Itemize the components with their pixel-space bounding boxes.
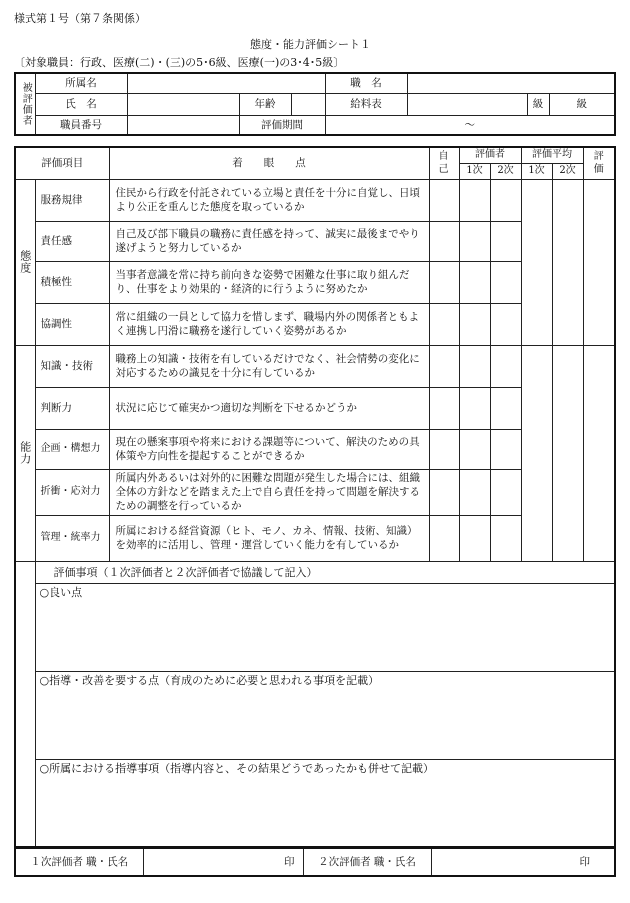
- sheet-title: 態度・能力評価シート１: [250, 38, 371, 51]
- age-field[interactable]: [291, 93, 325, 115]
- period-separator: ～: [464, 118, 476, 131]
- staff-no-label: 職員番号: [35, 115, 127, 135]
- second-score[interactable]: [490, 221, 521, 261]
- first-score[interactable]: [459, 179, 490, 221]
- self-score[interactable]: [429, 387, 459, 429]
- average-first: 1次: [521, 163, 552, 179]
- item-label: 折衝・応対力: [35, 469, 109, 515]
- first-score[interactable]: [459, 429, 490, 469]
- second-score[interactable]: [490, 303, 521, 345]
- second-evaluator-label: ２次評価者 職・氏名: [303, 848, 431, 876]
- item-header: 評価項目: [15, 147, 109, 179]
- group-ability: 能力: [18, 441, 32, 465]
- dept-guidance-label: ○所属における指導事項（指導内容と、その結果どうであったかも併せて記載）: [39, 761, 434, 775]
- self-score[interactable]: [429, 303, 459, 345]
- item-label: 判断力: [35, 387, 109, 429]
- evaluator-header: 評価者: [459, 147, 521, 163]
- item-label: 積極性: [35, 261, 109, 303]
- self-score[interactable]: [429, 221, 459, 261]
- avg-second-cell[interactable]: [552, 345, 583, 561]
- seal-2: 印: [579, 856, 590, 868]
- item-text: 所属内外あるいは対外的に困難な問題が発生した場合には、組織全体の方針などを踏まえた上で自ら責任を持って問題を解決するための調整を行っているか: [109, 469, 429, 515]
- self-score[interactable]: [429, 261, 459, 303]
- item-label: 服務規律: [35, 179, 109, 221]
- salary-table-label: 給料表: [325, 93, 407, 115]
- salary-table-field[interactable]: [407, 93, 527, 115]
- first-score[interactable]: [459, 515, 490, 561]
- second-score[interactable]: [490, 179, 521, 221]
- second-score[interactable]: [490, 429, 521, 469]
- avg-second-cell[interactable]: [552, 179, 583, 345]
- notes-header: 評価事項（１次評価者と２次評価者で協議して記入）: [35, 561, 615, 583]
- grade-label-2: 級: [549, 93, 615, 115]
- period-field[interactable]: [325, 115, 615, 135]
- second-score[interactable]: [490, 345, 521, 387]
- seal-1: 印: [284, 856, 295, 868]
- second-score[interactable]: [490, 387, 521, 429]
- evaluator-first: 1次: [459, 163, 490, 179]
- item-label: 管理・統率力: [35, 515, 109, 561]
- item-text: 自己及び部下職員の職務に責任感を持って、誠実に最後までやり遂げようと努力しているか: [109, 221, 429, 261]
- improve-label: ○指導・改善を要する点（育成のために必要と思われる事項を記載）: [39, 673, 380, 687]
- dept-field[interactable]: [127, 73, 325, 93]
- self-score[interactable]: [429, 179, 459, 221]
- dept-guidance-area[interactable]: [35, 759, 615, 847]
- signature-table: [14, 847, 616, 877]
- period-label: 評価期間: [239, 115, 325, 135]
- self-score[interactable]: [429, 515, 459, 561]
- first-score[interactable]: [459, 303, 490, 345]
- second-score[interactable]: [490, 261, 521, 303]
- self-score[interactable]: [429, 429, 459, 469]
- good-points-area[interactable]: [35, 583, 615, 671]
- item-label: 協調性: [35, 303, 109, 345]
- staff-no-field[interactable]: [127, 115, 239, 135]
- item-text: 現在の懸案事項や将来における課題等について、解決のための具体策や方向性を提起することができるか: [109, 429, 429, 469]
- first-score[interactable]: [459, 469, 490, 515]
- item-text: 常に組織の一員として協力を惜しまず、職場内外の関係者ともよく連携し円滑に職務を遂行していく姿勢があるか: [109, 303, 429, 345]
- evaluator-second: 2次: [490, 163, 521, 179]
- good-points-label: ○良い点: [39, 585, 83, 599]
- position-field[interactable]: [407, 73, 615, 93]
- target-staff: 〔対象職員：行政、医療(二)・(三)の5･6級、医療(一)の3･4･5級〕: [14, 56, 345, 69]
- item-text: 住民から行政を付託されている立場と責任を十分に自覚し、日頃より公正を重んじた態度を取っているか: [109, 179, 429, 221]
- age-label: 年齢: [239, 93, 291, 115]
- result-header: 評価: [593, 151, 604, 176]
- item-text: 状況に応じて確実かつ適切な判断を下せるかどうか: [109, 387, 429, 429]
- first-evaluator-label: １次評価者 職・氏名: [15, 848, 143, 876]
- second-score[interactable]: [490, 469, 521, 515]
- first-score[interactable]: [459, 221, 490, 261]
- self-score[interactable]: [429, 345, 459, 387]
- first-score[interactable]: [459, 387, 490, 429]
- improve-area[interactable]: [35, 671, 615, 759]
- grade-label-1: 級: [527, 93, 549, 115]
- evaluation-table: [14, 146, 616, 848]
- item-text: 所属における経営資源（ヒト、モノ、カネ、情報、技術、知識）を効率的に活用し、管理・運営していく能力を有しているか: [109, 515, 429, 561]
- item-label: 責任感: [35, 221, 109, 261]
- second-score[interactable]: [490, 515, 521, 561]
- second-evaluator-field[interactable]: [431, 848, 615, 876]
- item-text: 当事者意識を常に持ち前向きな姿勢で困難な仕事に取り組んだり、仕事をより効果的・経済的に行うように努めたか: [109, 261, 429, 303]
- evaluatee-label: 被評価者: [20, 82, 32, 126]
- first-score[interactable]: [459, 345, 490, 387]
- result-cell[interactable]: [583, 179, 615, 345]
- position-label: 職 名: [325, 73, 407, 93]
- average-header: 評価平均: [521, 147, 583, 163]
- first-evaluator-field[interactable]: [143, 848, 303, 876]
- item-label: 知識・技術: [35, 345, 109, 387]
- group-attitude: 態度: [18, 250, 32, 274]
- avg-first-cell[interactable]: [521, 345, 552, 561]
- name-label: 氏 名: [35, 93, 127, 115]
- first-score[interactable]: [459, 261, 490, 303]
- item-text: 職務上の知識・技術を有しているだけでなく、社会情勢の変化に対応するための識見を十分に有しているか: [109, 345, 429, 387]
- form-id: 様式第１号（第７条関係）: [14, 12, 146, 25]
- item-label: 企画・構想力: [35, 429, 109, 469]
- points-header: 着 眼 点: [109, 147, 429, 179]
- result-cell[interactable]: [583, 345, 615, 561]
- self-score[interactable]: [429, 469, 459, 515]
- average-second: 2次: [552, 163, 583, 179]
- evaluatee-table: [14, 72, 616, 136]
- self-header: 自己: [438, 151, 450, 176]
- name-field[interactable]: [127, 93, 239, 115]
- avg-first-cell[interactable]: [521, 179, 552, 345]
- dept-label: 所属名: [35, 73, 127, 93]
